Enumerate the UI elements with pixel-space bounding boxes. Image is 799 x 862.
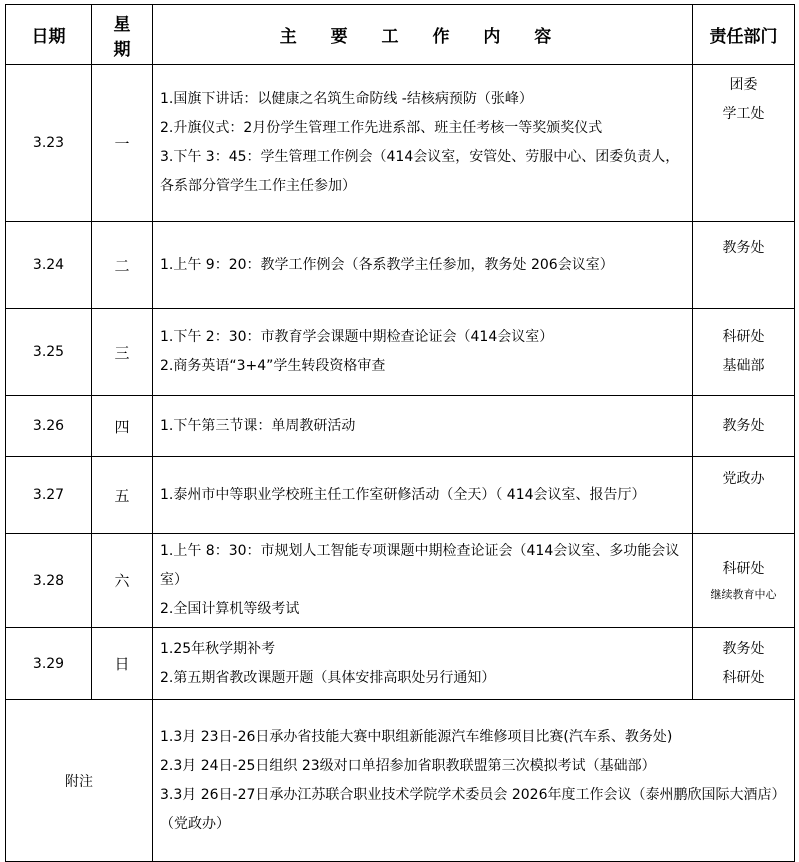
row-dept <box>693 65 795 222</box>
row-weekday: 日 <box>92 628 153 700</box>
row-content <box>153 309 693 396</box>
table-row <box>6 309 795 396</box>
work-item: 2.全国计算机等级考试 <box>160 601 300 617</box>
row-date: 3.27 <box>6 457 92 534</box>
row-date: 3.28 <box>6 534 92 628</box>
row-content <box>153 65 693 222</box>
note-item: 3.3月 26日-27日承办江苏联合职业技术学院学术委员会 2026年度工作会议（泰州鹏欣国际大酒店）（党政办） <box>160 786 786 832</box>
dept-item: 党政办 <box>722 471 765 487</box>
row-content <box>153 628 693 700</box>
table-row <box>6 628 795 700</box>
row-dept <box>693 222 795 309</box>
row-date: 3.29 <box>6 628 92 700</box>
dept-item-small: 继续教育中心 <box>710 588 777 601</box>
row-weekday: 二 <box>92 222 153 309</box>
row-weekday: 三 <box>92 309 153 396</box>
table-row <box>6 65 795 222</box>
work-item: 1.泰州市中等职业学校班主任工作室研修活动（全天）（ 414会议室、报告厅） <box>160 486 646 503</box>
notes-row <box>6 700 795 862</box>
row-date: 3.26 <box>6 396 92 457</box>
work-item: 2.商务英语“3+4”学生转段资格审查 <box>160 358 386 374</box>
header-week-bottom: 期 <box>113 39 131 60</box>
row-weekday: 四 <box>92 396 153 457</box>
dept-item: 教务处 <box>722 640 765 657</box>
header-dept: 责任部门 <box>693 5 795 65</box>
row-weekday: 五 <box>92 457 153 534</box>
table-row <box>6 396 795 457</box>
dept-item: 基础部 <box>722 358 765 374</box>
work-item: 1.25年秋学期补考 <box>160 640 276 657</box>
dept-item: 教务处 <box>722 417 765 434</box>
row-content <box>153 534 693 628</box>
note-item: 1.3月 23日-26日承办省技能大赛中职组新能源汽车维修项目比赛(汽车系、教务处) <box>160 728 673 745</box>
work-item: 2.第五期省教改课题开题（具体安排高职处另行通知） <box>160 669 496 686</box>
row-weekday: 一 <box>92 65 153 222</box>
row-content <box>153 457 693 534</box>
row-content <box>153 396 693 457</box>
header-date: 日期 <box>6 5 92 65</box>
table-row <box>6 457 795 534</box>
note-item: 2.3月 24日-25日组织 23级对口单招参加省职教联盟第三次模拟考试（基础部） <box>160 757 656 774</box>
row-dept <box>693 396 795 457</box>
table-row <box>6 222 795 309</box>
work-item: 1.国旗下讲话：以健康之名筑生命防线 -结核病预防（张峰） <box>160 91 533 107</box>
row-date: 3.25 <box>6 309 92 396</box>
row-content <box>153 222 693 309</box>
row-date: 3.24 <box>6 222 92 309</box>
row-dept <box>693 457 795 534</box>
work-item: 1.上午 8：30：市规划人工智能专项课题中期检查论证会（414会议室、多功能会议室） <box>160 543 680 588</box>
notes-label: 附注 <box>6 700 153 862</box>
dept-item: 学工处 <box>722 106 765 122</box>
work-item: 1.下午 2：30：市教育学会课题中期检查论证会（414会议室） <box>160 329 554 345</box>
header-content: 主 要 工 作 内 容 <box>153 5 693 65</box>
work-item: 1.上午 9：20：教学工作例会（各系教学主任参加，教务处 206会议室） <box>160 256 614 273</box>
work-item: 1.下午第三节课：单周教研活动 <box>160 417 356 434</box>
header-week-top: 星 <box>113 14 131 35</box>
header-week <box>92 5 153 65</box>
weekly-schedule-table <box>5 4 795 862</box>
work-item: 3.下午 3：45：学生管理工作例会（414会议室，安管处、劳服中心、团委负责人，各系部分管学生工作主任参加） <box>160 149 680 194</box>
dept-item: 团委 <box>729 77 758 93</box>
dept-item: 科研处 <box>722 561 765 577</box>
row-dept <box>693 309 795 396</box>
notes-content <box>153 700 795 862</box>
header-row <box>6 5 795 65</box>
row-dept <box>693 628 795 700</box>
row-date: 3.23 <box>6 65 92 222</box>
dept-item: 科研处 <box>722 329 765 345</box>
work-item: 2.升旗仪式：2月份学生管理工作先进系部、班主任考核一等奖颁奖仪式 <box>160 120 603 136</box>
row-weekday: 六 <box>92 534 153 628</box>
table-row <box>6 534 795 628</box>
row-dept <box>693 534 795 628</box>
dept-item: 教务处 <box>722 240 765 256</box>
dept-item: 科研处 <box>722 669 765 686</box>
